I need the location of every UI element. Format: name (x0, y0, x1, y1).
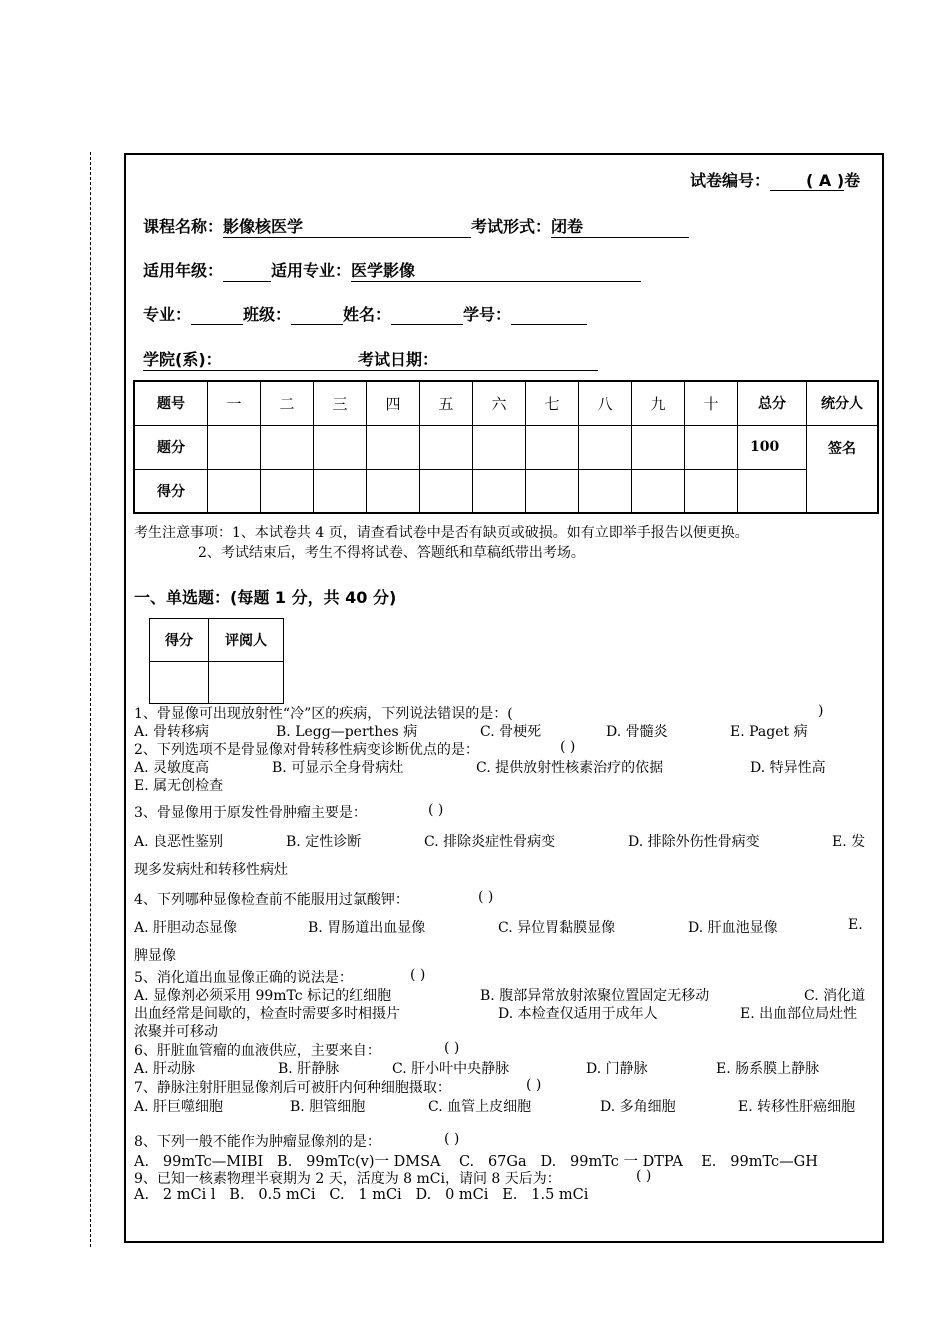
question-3-option-b[interactable]: B. 定性诊断 (286, 834, 362, 850)
question-4-stem: 4、下列哪种显像检查前不能服用过氯酸钾： (134, 892, 409, 908)
question-1-option-e[interactable]: E. Paget 病 (730, 724, 808, 740)
question-3-option-c[interactable]: C. 排除炎症性骨病变 (424, 834, 556, 850)
course-line: 课程名称：影像核医学 考试形式：闭卷 (143, 214, 689, 238)
question-8-stem: 8、下列一般不能作为肿瘤显像剂的是： (134, 1134, 381, 1150)
question-7-option-c[interactable]: C. 血管上皮细胞 (428, 1099, 532, 1115)
question-6-option-d[interactable]: D. 门静脉 (586, 1061, 648, 1077)
exam-notes-line2: 2、考试结束后，考生不得将试卷、答题纸和草稿纸带出考场。 (198, 545, 585, 561)
question-1-option-b[interactable]: B. Legg—perthes 病 (276, 724, 418, 740)
question-5-option-d[interactable]: D. 本检查仅适用于成年人 (498, 1006, 658, 1022)
question-7-option-d[interactable]: D. 多角细胞 (600, 1099, 676, 1115)
question-6-option-b[interactable]: B. 肝静脉 (278, 1061, 340, 1077)
question-9-stem: 9、已知一核素物理半衰期为 2 天，活度为 8 mCi，请问 8 天后为： (134, 1171, 561, 1187)
exam-notes-line1: 考生注意事项：1、本试卷共 4 页，请查看试卷中是否有缺页或破损。如有立即举手报告以便更换。 (134, 525, 749, 541)
section-title: 一、单选题：(每题 1 分，共 40 分) (134, 588, 397, 607)
major-value: 医学影像 (351, 258, 641, 282)
section-reviewer-cell[interactable] (209, 661, 284, 704)
question-2-option-e[interactable]: E. 属无创检查 (134, 778, 224, 794)
question-4-option-b[interactable]: B. 胃肠道出血显像 (308, 920, 426, 936)
score-table-row-earned: 得分 (134, 469, 878, 513)
score-table (133, 380, 879, 514)
question-5-stem: 5、消化道出血显像正确的说法是： (134, 970, 353, 986)
exam-date-label: 考试日期： (358, 347, 598, 371)
question-8-options[interactable]: A. 99mTc—MIBI B. 99mTc(v)一 DMSA C. 67Ga D. 99mTc 一 DTPA E. 99mTc—GH (134, 1154, 818, 1170)
question-7-option-e[interactable]: E. 转移性肝癌细胞 (738, 1099, 856, 1115)
question-7-option-a[interactable]: A. 肝巨噬细胞 (134, 1099, 224, 1115)
paper-number: 试卷编号： ( A )卷 (690, 171, 861, 190)
question-2-option-d[interactable]: D. 特异性高 (750, 760, 826, 776)
student-info-line: 专业： 班级： 姓名： 学号： (143, 302, 587, 325)
question-2-option-b[interactable]: B. 可显示全身骨病灶 (272, 760, 404, 776)
question-6-option-e[interactable]: E. 肠系膜上静脉 (716, 1061, 820, 1077)
question-5-option-a[interactable]: A. 显像剂必须采用 99mTc 标记的红细胞 (134, 988, 392, 1004)
question-5-option-e[interactable]: E. 出血部位局灶性 (740, 1006, 858, 1022)
college-label: 学院(系)： (143, 347, 358, 371)
question-7-option-b[interactable]: B. 胆管细胞 (290, 1099, 366, 1115)
question-4-option-e[interactable]: E. (848, 917, 863, 933)
name-blank (391, 306, 463, 325)
grade-blank (223, 263, 271, 282)
question-2-stem: 2、下列选项不是骨显像对骨转移性病变诊断优点的是： (134, 742, 479, 758)
question-4-option-c[interactable]: C. 异位胃黏膜显像 (498, 920, 616, 936)
total-points: 100 (738, 425, 807, 469)
question-6-option-a[interactable]: A. 肝动脉 (134, 1061, 196, 1077)
question-5-option-c[interactable]: C. 消化道 (804, 988, 866, 1004)
question-1-option-c[interactable]: C. 骨梗死 (480, 724, 542, 740)
college-date-line (143, 347, 598, 371)
question-6-stem: 6、肝脏血管瘤的血液供应，主要来自： (134, 1043, 381, 1059)
question-5-option-b[interactable]: B. 腹部异常放射浓聚位置固定无移动 (480, 988, 710, 1004)
score-table-row-points: 题分 100 签名 (134, 425, 878, 469)
question-1-option-d[interactable]: D. 骨髓炎 (606, 724, 668, 740)
question-2-option-a[interactable]: A. 灵敏度高 (134, 760, 210, 776)
question-1-option-a[interactable]: A. 骨转移病 (134, 724, 210, 740)
score-table-row-number: 题号 一 二 三 四 五 六 七 八 九 十 总分 统分人 (134, 381, 878, 425)
grader-table: 得分 评阅人 (149, 618, 284, 704)
question-4-option-a[interactable]: A. 肝胆动态显像 (134, 920, 238, 936)
question-9-options[interactable]: A. 2 mCi l B. 0.5 mCi C. 1 mCi D. 0 mCi E. 1.5 mCi (134, 1187, 589, 1203)
question-4-option-d[interactable]: D. 肝血池显像 (688, 920, 778, 936)
course-value: 影像核医学 (223, 214, 471, 238)
question-7-stem: 7、静脉注射肝胆显像剂后可被肝内何种细胞摄取： (134, 1080, 451, 1096)
question-3-option-a[interactable]: A. 良恶性鉴别 (134, 834, 224, 850)
exam-form-value: 闭卷 (551, 214, 689, 238)
specialty-blank (191, 306, 243, 325)
section-score-cell[interactable] (150, 661, 209, 704)
question-3-option-d[interactable]: D. 排除外伤性骨病变 (628, 834, 760, 850)
signature-cell[interactable]: 签名 (807, 425, 879, 513)
student-no-blank (511, 306, 587, 325)
question-3-stem: 3、骨显像用于原发性骨肿瘤主要是： (134, 805, 367, 821)
question-3-option-e[interactable]: E. 发 (832, 834, 866, 850)
grade-major-line: 适用年级： 适用专业：医学影像 (143, 258, 641, 282)
class-blank (291, 306, 343, 325)
binding-line (90, 152, 91, 1247)
question-2-option-c[interactable]: C. 提供放射性核素治疗的依据 (476, 760, 664, 776)
question-6-option-c[interactable]: C. 肝小叶中央静脉 (392, 1061, 510, 1077)
question-1-stem: 1、骨显像可出现放射性“冷”区的疾病，下列说法错误的是：( (134, 706, 513, 722)
